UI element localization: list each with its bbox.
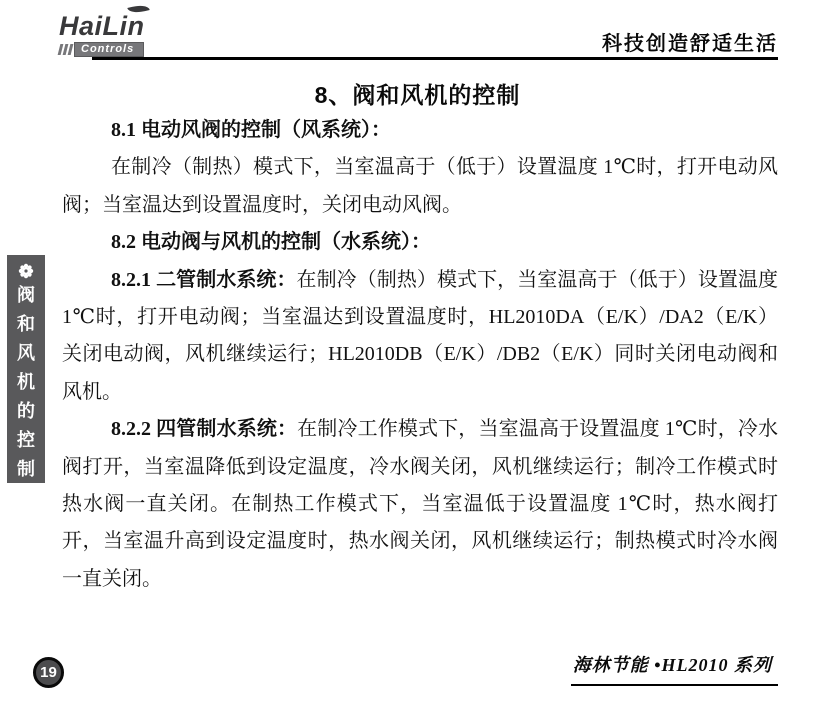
page-title: 8、阀和风机的控制 (314, 82, 521, 108)
header-slogan: 科技创造舒适生活 (602, 33, 778, 55)
tab-char: 机 (17, 372, 35, 392)
paragraph-text: 在制冷（制热）模式下，当室温高于（低于）设置温度 1℃时，打开电动阀；当室温达到设置温度时，HL2010DA（E/K）/DA2（E/K）关闭电动阀，风机继续运行；HL2010DB（E/K）/DB2（E/K）同时关闭电动阀和风机。 (62, 268, 779, 403)
page-number-badge (33, 657, 64, 688)
logo-wordmark: HaiLin (59, 11, 145, 41)
paragraph-lead: 8.2.2 四管制水系统： (111, 418, 298, 441)
hailin-logo (59, 13, 145, 57)
paragraph-lead: 8.2.1 二管制水系统： (111, 268, 297, 291)
logo-controls-badge: Controls (74, 42, 144, 57)
section-8-1-heading: 8.1 电动风阀的控制（风系统）： (111, 119, 391, 141)
tab-char: 和 (17, 314, 35, 334)
logo-sub-row (59, 42, 145, 57)
tab-char: 制 (17, 459, 35, 479)
section-8-2-2-paragraph (62, 411, 778, 598)
tab-char: 控 (17, 430, 35, 450)
logo-bar-icon (68, 44, 74, 55)
paragraph-text: 在制冷工作模式下，当室温高于设置温度 1℃时，冷水阀打开，当室温降低到设定温度，冷水阀关闭，风机继续运行；制冷工作模式时热水阀一直关闭。在制热工作模式下，当室温低于设置温度 1℃时，热水阀打开，当室温升高到设定温度时，热水阀关闭，风机继续运行；制热模式时冷水阀一直关闭。 (62, 418, 778, 590)
tab-char: 的 (17, 401, 35, 421)
flower-gear-icon (18, 263, 34, 279)
section-8-2-heading: 8.2 电动阀与风机的控制（水系统）： (111, 231, 431, 254)
tab-char: 风 (17, 343, 35, 363)
footer-series-label: 海林节能 •HL2010 系列 (571, 651, 778, 686)
section-8-2-1-paragraph (62, 262, 778, 412)
paragraph-text: 在制冷（制热）模式下，当室温高于（低于）设置温度 1℃时，打开电动风阀；当室温达到设置温度时，关闭电动风阀。 (62, 156, 778, 216)
tab-char: 阀 (17, 285, 35, 305)
chapter-side-tab (7, 255, 45, 483)
header-rule (92, 57, 778, 60)
section-8-1-paragraph (62, 149, 778, 224)
body-text (62, 112, 778, 598)
page-number: 19 (40, 664, 57, 681)
